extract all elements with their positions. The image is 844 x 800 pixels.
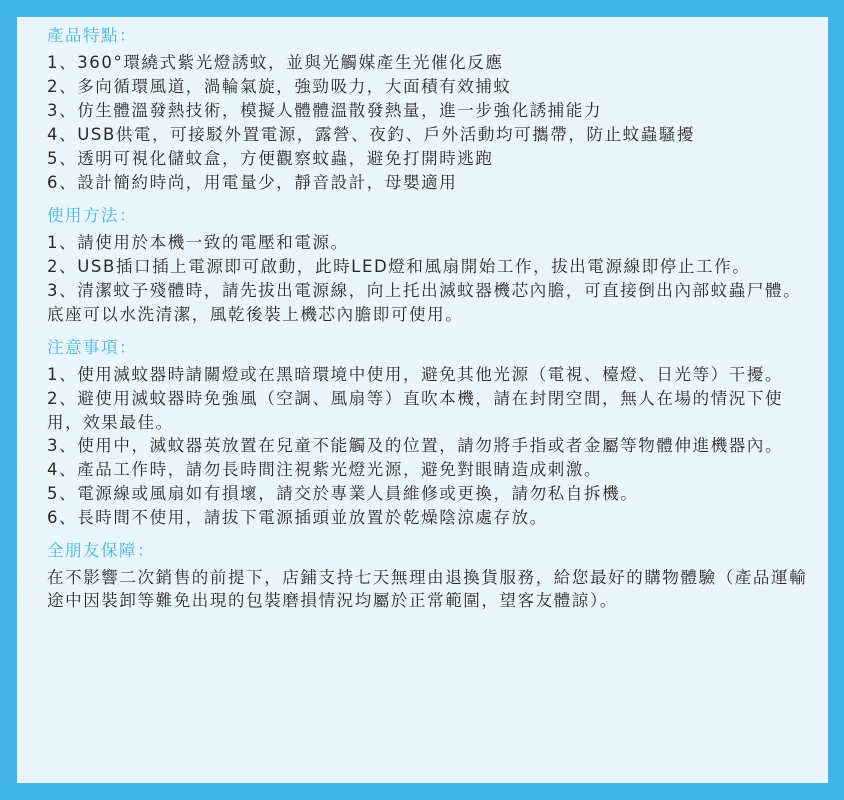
- guarantee-section: [47, 540, 808, 614]
- note-item: 6、長時間不使用，請拔下電源插頭並放置於乾燥陰涼處存放。: [47, 507, 548, 527]
- features-heading: 產品特點：: [47, 26, 137, 45]
- product-info-panel: [17, 17, 828, 783]
- note-item: 3、使用中，滅蚊器英放置在兒童不能觸及的位置，請勿將手指或者金屬等物體伸進機器內。: [47, 436, 784, 456]
- notes-section: [47, 337, 808, 530]
- features-section: [47, 25, 808, 195]
- notes-heading: 注意事項：: [47, 338, 137, 357]
- feature-item: 1、360°環繞式紫光燈誘蚊，並與光觸媒產生光催化反應: [47, 53, 504, 72]
- guarantee-heading: 全朋友保障：: [47, 540, 155, 560]
- note-item: 4、產品工作時，請勿長時間注視紫光燈光源，避免對眼睛造成刺激。: [47, 460, 603, 480]
- note-item: 5、電源線或風扇如有損壞，請交於專業人員維修或更換，請勿私自拆機。: [47, 483, 639, 503]
- usage-item: 2、USB插口插上電源即可啟動，此時LED燈和風扇開始工作，拔出電源線即停止工作。: [47, 257, 751, 276]
- guarantee-text: 在不影響二次銷售的前提下，店鋪支持七天無理由退換貨服務，給您最好的購物體驗（產品運輸途中因裝卸等難免出現的包裝磨損情況均屬於正常範圍，望客友體諒）。: [47, 567, 808, 611]
- feature-item: 6、設計簡約時尚，用電量少，靜音設計，母嬰適用: [47, 173, 458, 192]
- usage-section: [47, 205, 808, 327]
- note-item: 2、避使用滅蚊器時免強風（空調、風扇等）直吹本機，請在封閉空間，無人在場的情況下使用，效果最佳。: [47, 388, 784, 432]
- feature-item: 5、透明可視化儲蚊盒，方便觀察蚊蟲，避免打開時逃跑: [47, 149, 494, 168]
- usage-item: 1、請使用於本機一致的電壓和電源。: [47, 233, 349, 252]
- feature-item: 2、多向循環風道，渦輪氣旋，強勁吸力，大面積有效捕蚊: [47, 77, 512, 96]
- usage-heading: 使用方法：: [47, 206, 137, 225]
- feature-item: 3、仿生體溫發熱技術，模擬人體體溫散發熱量，進一步強化誘捕能力: [47, 101, 603, 120]
- feature-item: 4、USB供電，可接駁外置電源，露營、夜釣、戶外活動均可攜帶，防止蚊蟲騷擾: [47, 125, 696, 144]
- usage-item: 3、清潔蚊子殘體時，請先拔出電源線，向上托出滅蚊器機芯內膽，可直接倒出內部蚊蟲尸體。底座可以水洗清潔，風乾後裝上機芯內膽即可使用。: [47, 281, 802, 324]
- note-item: 1、使用滅蚊器時請關燈或在黑暗環境中使用，避免其他光源（電視、檯燈、日光等）干擾。: [47, 365, 784, 384]
